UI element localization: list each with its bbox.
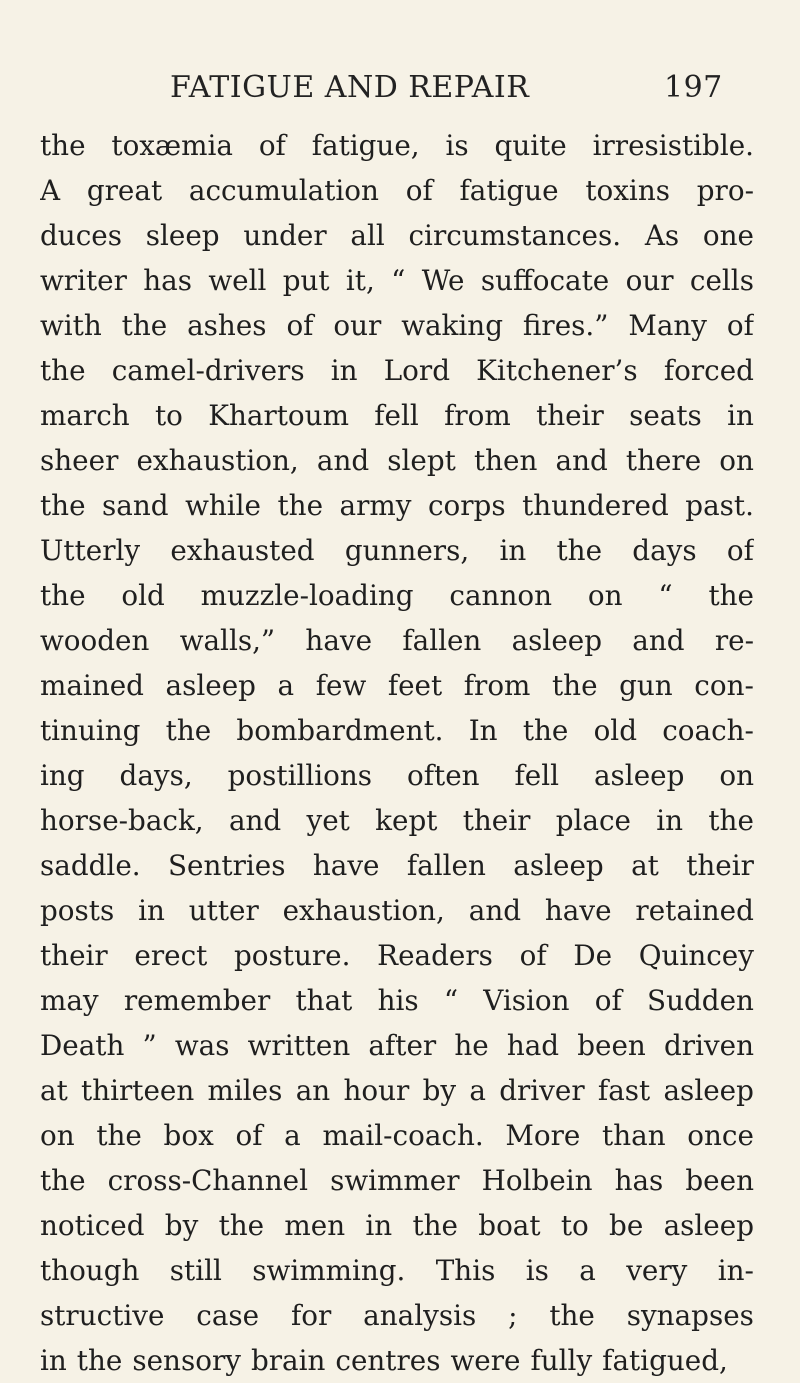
text-line: structive case for analysis ; the synapses xyxy=(40,1299,754,1332)
text-line: tinuing the bombardment. In the old coach- xyxy=(40,714,754,747)
text-line: duces sleep under all circumstances. As one xyxy=(40,219,754,252)
text-line: the toxæmia of fatigue, is quite irresistible. xyxy=(40,129,754,162)
text-line: the camel-drivers in Lord Kitchener’s forced xyxy=(40,354,754,387)
body-text xyxy=(40,123,754,1383)
text-line: the old muzzle-loading cannon on “ the xyxy=(40,579,754,612)
text-line: though still swimming. This is a very in- xyxy=(40,1254,754,1287)
page-number: 197 xyxy=(664,70,723,105)
text-line: wooden walls,” have fallen asleep and re- xyxy=(40,624,754,657)
text-line: may remember that his “ Vision of Sudden xyxy=(40,984,754,1017)
text-line: with the ashes of our waking fires.” Many of xyxy=(40,309,754,342)
text-line: in the sensory brain centres were fully fatigued, xyxy=(40,1344,728,1377)
running-title: FATIGUE AND REPAIR xyxy=(170,70,530,105)
text-line: noticed by the men in the boat to be asleep xyxy=(40,1209,754,1242)
text-line: saddle. Sentries have fallen asleep at their xyxy=(40,849,754,882)
text-line: march to Khartoum fell from their seats in xyxy=(40,399,754,432)
running-head xyxy=(126,68,723,108)
text-line: sheer exhaustion, and slept then and there on xyxy=(40,444,754,477)
text-line: the cross-Channel swimmer Holbein has been xyxy=(40,1164,754,1197)
text-line: on the box of a mail-coach. More than once xyxy=(40,1119,754,1152)
text-line: the sand while the army corps thundered past. xyxy=(40,489,754,522)
text-line: writer has well put it, “ We suffocate our cells xyxy=(40,264,754,297)
text-line: A great accumulation of fatigue toxins pro- xyxy=(40,174,754,207)
text-line: Utterly exhausted gunners, in the days of xyxy=(40,534,754,567)
text-line: posts in utter exhaustion, and have retained xyxy=(40,894,754,927)
text-line: ing days, postillions often fell asleep on xyxy=(40,759,754,792)
text-line: their erect posture. Readers of De Quincey xyxy=(40,939,754,972)
text-line: at thirteen miles an hour by a driver fast asleep xyxy=(40,1074,754,1107)
text-line: mained asleep a few feet from the gun con- xyxy=(40,669,754,702)
text-line: Death ” was written after he had been driven xyxy=(40,1029,754,1062)
text-line: horse-back, and yet kept their place in the xyxy=(40,804,754,837)
